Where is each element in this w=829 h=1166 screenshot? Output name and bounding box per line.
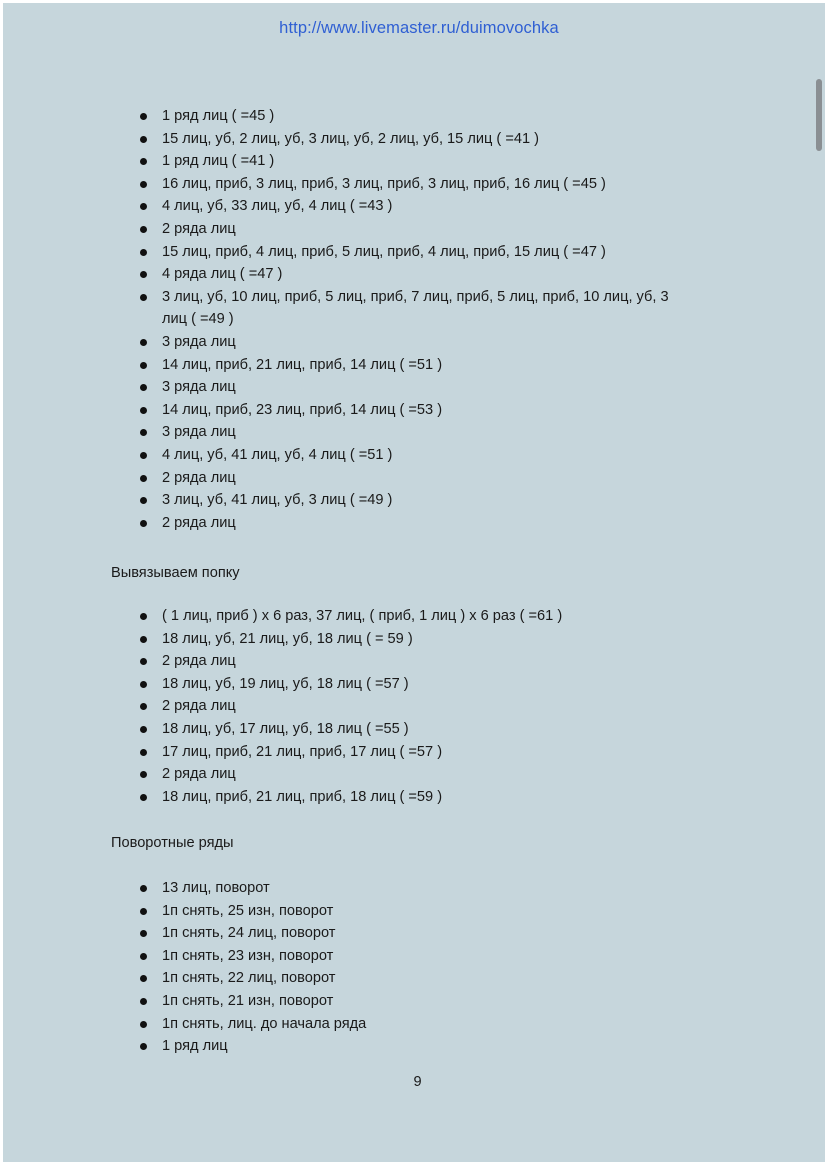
bullet-icon — [140, 294, 147, 301]
list-item — [3, 945, 763, 968]
bullet-icon — [140, 249, 147, 256]
section-title-povorotnye: Поворотные ряды — [111, 835, 234, 851]
list-item — [3, 650, 763, 673]
page-number: 9 — [413, 1074, 422, 1090]
list-item-text: 1 ряд лиц — [162, 1038, 228, 1055]
bullet-icon — [140, 908, 147, 915]
list-item — [3, 263, 763, 286]
bullet-icon — [140, 885, 147, 892]
list-item-text: 1п снять, 25 изн, поворот — [162, 902, 334, 919]
bullet-icon — [140, 636, 147, 643]
list-item-text: 1 ряд лиц ( =41 ) — [162, 153, 275, 170]
list-item-text: 2 ряда лиц — [162, 698, 236, 715]
section-title-vyvyazyvaem: Вывязываем попку — [111, 565, 240, 581]
list-item-text: 18 лиц, уб, 19 лиц, уб, 18 лиц ( =57 ) — [162, 675, 409, 692]
list-item — [3, 218, 763, 241]
list-item-text: 18 лиц, уб, 21 лиц, уб, 18 лиц ( = 59 ) — [162, 630, 413, 647]
list-item-text: 2 ряда лиц — [162, 766, 236, 783]
list-item — [3, 512, 763, 535]
list-item — [3, 150, 763, 173]
bullet-icon — [140, 1043, 147, 1050]
list-item — [3, 399, 763, 422]
list-item — [3, 467, 763, 490]
list-item — [3, 105, 763, 128]
bullet-icon — [140, 181, 147, 188]
pattern-list-1 — [3, 105, 763, 534]
bullet-icon — [140, 497, 147, 504]
list-item-text: 13 лиц, поворот — [162, 880, 270, 896]
document-page — [3, 3, 825, 1162]
list-item-text: 1п снять, 22 лиц, поворот — [162, 970, 336, 987]
list-item-text: 3 ряда лиц — [162, 424, 236, 441]
list-item — [3, 695, 763, 718]
list-item — [3, 331, 763, 354]
bullet-icon — [140, 271, 147, 278]
bullet-icon — [140, 339, 147, 346]
list-item — [3, 628, 763, 651]
list-item — [3, 1013, 763, 1036]
list-item-text: 1п снять, 21 изн, поворот — [162, 992, 334, 1009]
scrollbar-thumb[interactable] — [816, 79, 822, 151]
list-item-text: 4 лиц, уб, 41 лиц, уб, 4 лиц ( =51 ) — [162, 446, 393, 463]
bullet-icon — [140, 930, 147, 937]
list-item-text: 1 ряд лиц ( =45 ) — [162, 108, 275, 124]
bullet-icon — [140, 749, 147, 756]
list-item-text: 18 лиц, приб, 21 лиц, приб, 18 лиц ( =59 ) — [162, 788, 443, 805]
list-item — [3, 241, 763, 264]
list-item — [3, 786, 763, 809]
list-item — [3, 990, 763, 1013]
bullet-icon — [140, 158, 147, 165]
list-item-text: 3 лиц, уб, 41 лиц, уб, 3 лиц ( =49 ) — [162, 492, 393, 509]
list-item-text: 18 лиц, уб, 17 лиц, уб, 18 лиц ( =55 ) — [162, 720, 409, 737]
list-item-text: 1п снять, 23 изн, поворот — [162, 947, 334, 964]
bullet-icon — [140, 794, 147, 801]
list-item-text: 3 ряда лиц — [162, 333, 236, 350]
list-item — [3, 1035, 763, 1058]
list-item — [3, 354, 763, 377]
list-item — [3, 877, 763, 900]
list-item — [3, 741, 763, 764]
list-item-text: 2 ряда лиц — [162, 220, 236, 237]
list-item-text: 2 ряда лиц — [162, 514, 236, 531]
list-item — [3, 173, 763, 196]
list-item — [3, 673, 763, 696]
pattern-list-3 — [3, 877, 763, 1058]
bullet-icon — [140, 407, 147, 414]
list-item — [3, 376, 763, 399]
bullet-icon — [140, 113, 147, 120]
list-item — [3, 718, 763, 741]
list-item — [3, 763, 763, 786]
list-item — [3, 421, 763, 444]
bullet-icon — [140, 362, 147, 369]
bullet-icon — [140, 452, 147, 459]
bullet-icon — [140, 771, 147, 778]
bullet-icon — [140, 953, 147, 960]
bullet-icon — [140, 136, 147, 143]
list-item-text: 17 лиц, приб, 21 лиц, приб, 17 лиц ( =57 ) — [162, 743, 443, 760]
list-item — [3, 605, 763, 628]
list-item-text: ( 1 лиц, приб ) х 6 раз, 37 лиц, ( приб, 1 лиц ) х 6 раз ( =61 ) — [162, 608, 563, 624]
list-item-text: 2 ряда лиц — [162, 469, 236, 486]
bullet-icon — [140, 613, 147, 620]
bullet-icon — [140, 203, 147, 210]
list-item-text: 4 ряда лиц ( =47 ) — [162, 266, 283, 283]
list-item — [3, 900, 763, 923]
list-item — [3, 489, 763, 512]
pattern-list-2 — [3, 605, 763, 808]
list-item-text: 3 ряда лиц — [162, 379, 236, 396]
list-item-text: 15 лиц, приб, 4 лиц, приб, 5 лиц, приб, 4 лиц, приб, 15 лиц ( =47 ) — [162, 243, 606, 260]
list-item-text: 14 лиц, приб, 23 лиц, приб, 14 лиц ( =53 ) — [162, 401, 443, 418]
bullet-icon — [140, 429, 147, 436]
bullet-icon — [140, 681, 147, 688]
list-item-text: 1п снять, лиц. до начала ряда — [162, 1015, 367, 1032]
list-item — [3, 195, 763, 218]
bullet-icon — [140, 975, 147, 982]
bullet-icon — [140, 475, 147, 482]
bullet-icon — [140, 998, 147, 1005]
list-item — [3, 128, 763, 151]
bullet-icon — [140, 384, 147, 391]
list-item-text: 4 лиц, уб, 33 лиц, уб, 4 лиц ( =43 ) — [162, 198, 393, 215]
bullet-icon — [140, 520, 147, 527]
header-url-link[interactable]: http://www.livemaster.ru/duimovochka — [279, 19, 559, 37]
list-item-text: 16 лиц, приб, 3 лиц, приб, 3 лиц, приб, 3 лиц, приб, 16 лиц ( =45 ) — [162, 175, 606, 192]
bullet-icon — [140, 226, 147, 233]
list-item-text: 1п снять, 24 лиц, поворот — [162, 925, 336, 942]
bullet-icon — [140, 1021, 147, 1028]
list-item-text: 15 лиц, уб, 2 лиц, уб, 3 лиц, уб, 2 лиц, уб, 15 лиц ( =41 ) — [162, 130, 540, 147]
list-item-text: 3 лиц, уб, 10 лиц, приб, 5 лиц, приб, 7 лиц, приб, 5 лиц, приб, 10 лиц, уб, 3 лиц ( =49 ) — [162, 288, 669, 328]
list-item — [3, 286, 763, 331]
bullet-icon — [140, 703, 147, 710]
list-item-text: 14 лиц, приб, 21 лиц, приб, 14 лиц ( =51 ) — [162, 356, 443, 373]
list-item — [3, 922, 763, 945]
list-item — [3, 444, 763, 467]
list-item-text: 2 ряда лиц — [162, 653, 236, 670]
bullet-icon — [140, 726, 147, 733]
bullet-icon — [140, 658, 147, 665]
list-item — [3, 967, 763, 990]
